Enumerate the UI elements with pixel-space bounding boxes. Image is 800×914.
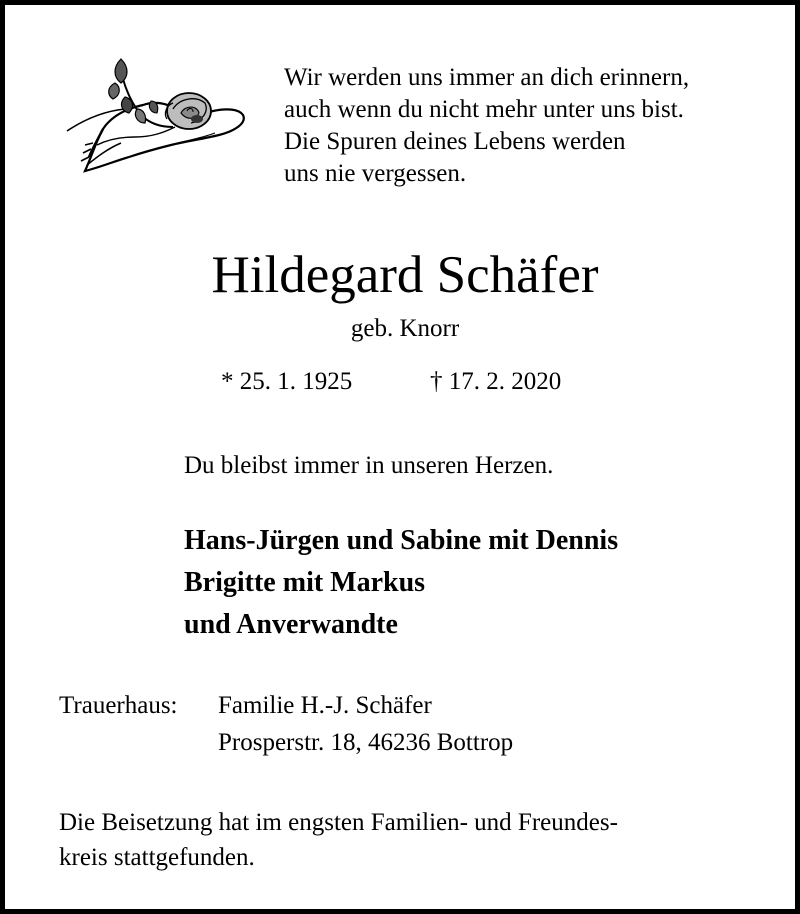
- verse-line: Wir werden uns immer an dich erinnern,: [284, 64, 690, 91]
- verse-line: Die Spuren deines Lebens werden: [284, 128, 626, 155]
- hand-holding-rose-icon: [63, 53, 263, 179]
- trauerhaus-label: Trauerhaus:: [59, 692, 178, 719]
- verse-line: uns nie vergessen.: [284, 160, 467, 187]
- trauerhaus-family: Familie H.-J. Schäfer: [218, 692, 432, 719]
- trauerhaus-street: Prosperstr. 18, 46236 Bottrop: [218, 729, 514, 756]
- deceased-name: Hildegard Schäfer: [211, 246, 599, 304]
- trauerhaus-address: [59, 687, 759, 767]
- memorial-verse: [284, 62, 689, 190]
- motto-line: Du bleibst immer in unseren Herzen.: [184, 452, 554, 479]
- birth-date: * 25. 1. 1925: [221, 368, 353, 395]
- mourners-list: [184, 520, 618, 646]
- mourner-line: Hans-Jürgen und Sabine mit Dennis: [184, 525, 619, 556]
- maiden-name: geb. Knorr: [350, 315, 460, 342]
- mourner-line: und Anverwandte: [184, 609, 398, 640]
- burial-note-line: Die Beisetzung hat im engsten Familien- und Freundes-: [59, 809, 618, 836]
- burial-note-line: kreis stattgefunden.: [59, 844, 255, 871]
- verse-line: auch wenn du nicht mehr unter uns bist.: [284, 96, 684, 123]
- mourner-line: Brigitte mit Markus: [184, 567, 426, 598]
- death-date: † 17. 2. 2020: [430, 368, 562, 395]
- burial-note: [59, 805, 618, 875]
